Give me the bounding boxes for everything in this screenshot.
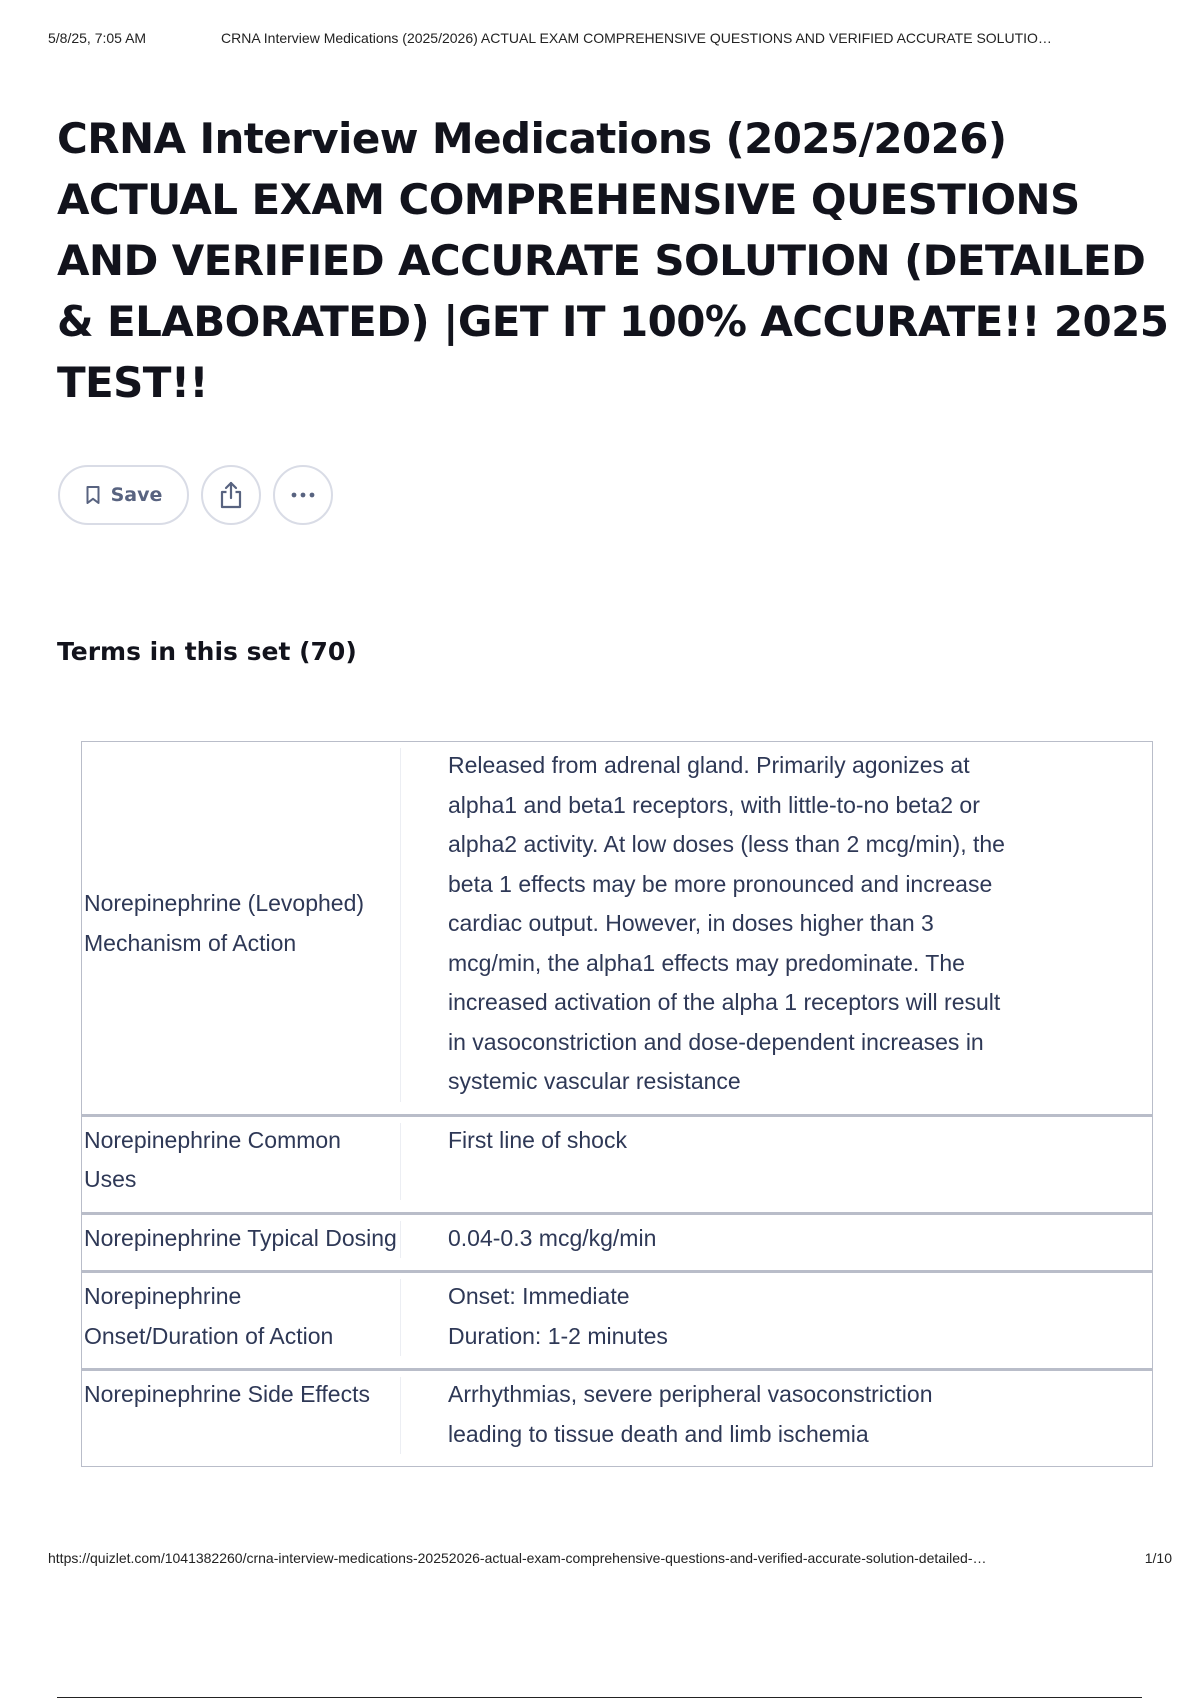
term-definition [401, 1117, 1152, 1212]
definition-line: Released from adrenal gland. Primarily agonizes at [448, 752, 970, 778]
set-actions [58, 465, 333, 525]
definition-line: Onset: Immediate [448, 1283, 630, 1309]
definition-line: systemic vascular resistance [448, 1068, 741, 1094]
term-word: Norepinephrine (Levophed) Mechanism of Action [82, 742, 401, 1114]
definition-line: alpha2 activity. At low doses (less than 2 mcg/min), the [448, 831, 1005, 857]
term-word: Norepinephrine Common Uses [82, 1117, 401, 1212]
term-definition [401, 1273, 1152, 1368]
terms-table [81, 741, 1153, 1467]
term-row [82, 741, 1152, 1114]
term-definition [401, 742, 1152, 1114]
page-divider [57, 1697, 1142, 1698]
more-options-button[interactable] [273, 465, 333, 525]
share-button[interactable] [201, 465, 261, 525]
save-button[interactable] [58, 465, 189, 525]
term-row [82, 1212, 1152, 1271]
term-row [82, 1114, 1152, 1212]
definition-line: beta 1 effects may be more pronounced and increase [448, 870, 993, 897]
print-header [48, 30, 1172, 50]
term-row [82, 1368, 1152, 1466]
terms-heading: Terms in this set (70) [57, 637, 357, 666]
term-word: Norepinephrine Onset/Duration of Action [82, 1273, 401, 1368]
save-button-label: Save [110, 484, 163, 506]
term-row [82, 1270, 1152, 1368]
print-document-title: CRNA Interview Medications (2025/2026) ACTUAL EXAM COMPREHENSIVE QUESTIONS AND VERIFIED ACCURATE SOLUTIO… [221, 30, 1052, 46]
share-icon [218, 481, 244, 509]
term-definition [401, 1215, 1152, 1271]
definition-line: First line of shock [448, 1126, 627, 1153]
page-number: 1/10 [1144, 1550, 1172, 1566]
definition-line: leading to tissue death and limb ischemia [448, 1420, 869, 1447]
bookmark-icon [85, 485, 101, 505]
page-title: CRNA Interview Medications (2025/2026) ACTUAL EXAM COMPREHENSIVE QUESTIONS AND VERIFIED ACCURATE SOLUTION (DETAILED & ELABORATED) |GET IT 100% ACCURATE!! 2025 TEST!! [57, 114, 1169, 407]
print-date: 5/8/25, 7:05 AM [48, 30, 147, 46]
term-word: Norepinephrine Side Effects [82, 1371, 401, 1466]
more-options-icon [290, 491, 316, 499]
definition-line: increased activation of the alpha 1 receptors will result [448, 989, 1001, 1015]
print-footer [48, 1550, 1172, 1570]
definition-line: in vasoconstriction and dose-dependent increases in [448, 1028, 984, 1055]
print-url: https://quizlet.com/1041382260/crna-interview-medications-20252026-actual-exam-comprehensive-questions-and-verified-accurate-solution-detailed-… [48, 1550, 987, 1566]
term-definition [401, 1371, 1152, 1466]
definition-line: 0.04-0.3 mcg/kg/min [448, 1224, 657, 1251]
definition-line: mcg/min, the alpha1 effects may predominate. The [448, 949, 965, 976]
term-word: Norepinephrine Typical Dosing [82, 1215, 401, 1271]
definition-line: Duration: 1-2 minutes [448, 1322, 668, 1349]
definition-line: alpha1 and beta1 receptors, with little-to-no beta2 or [448, 791, 980, 818]
definition-line: Arrhythmias, severe peripheral vasoconstriction [448, 1381, 933, 1407]
definition-line: cardiac output. However, in doses higher than 3 [448, 910, 934, 936]
